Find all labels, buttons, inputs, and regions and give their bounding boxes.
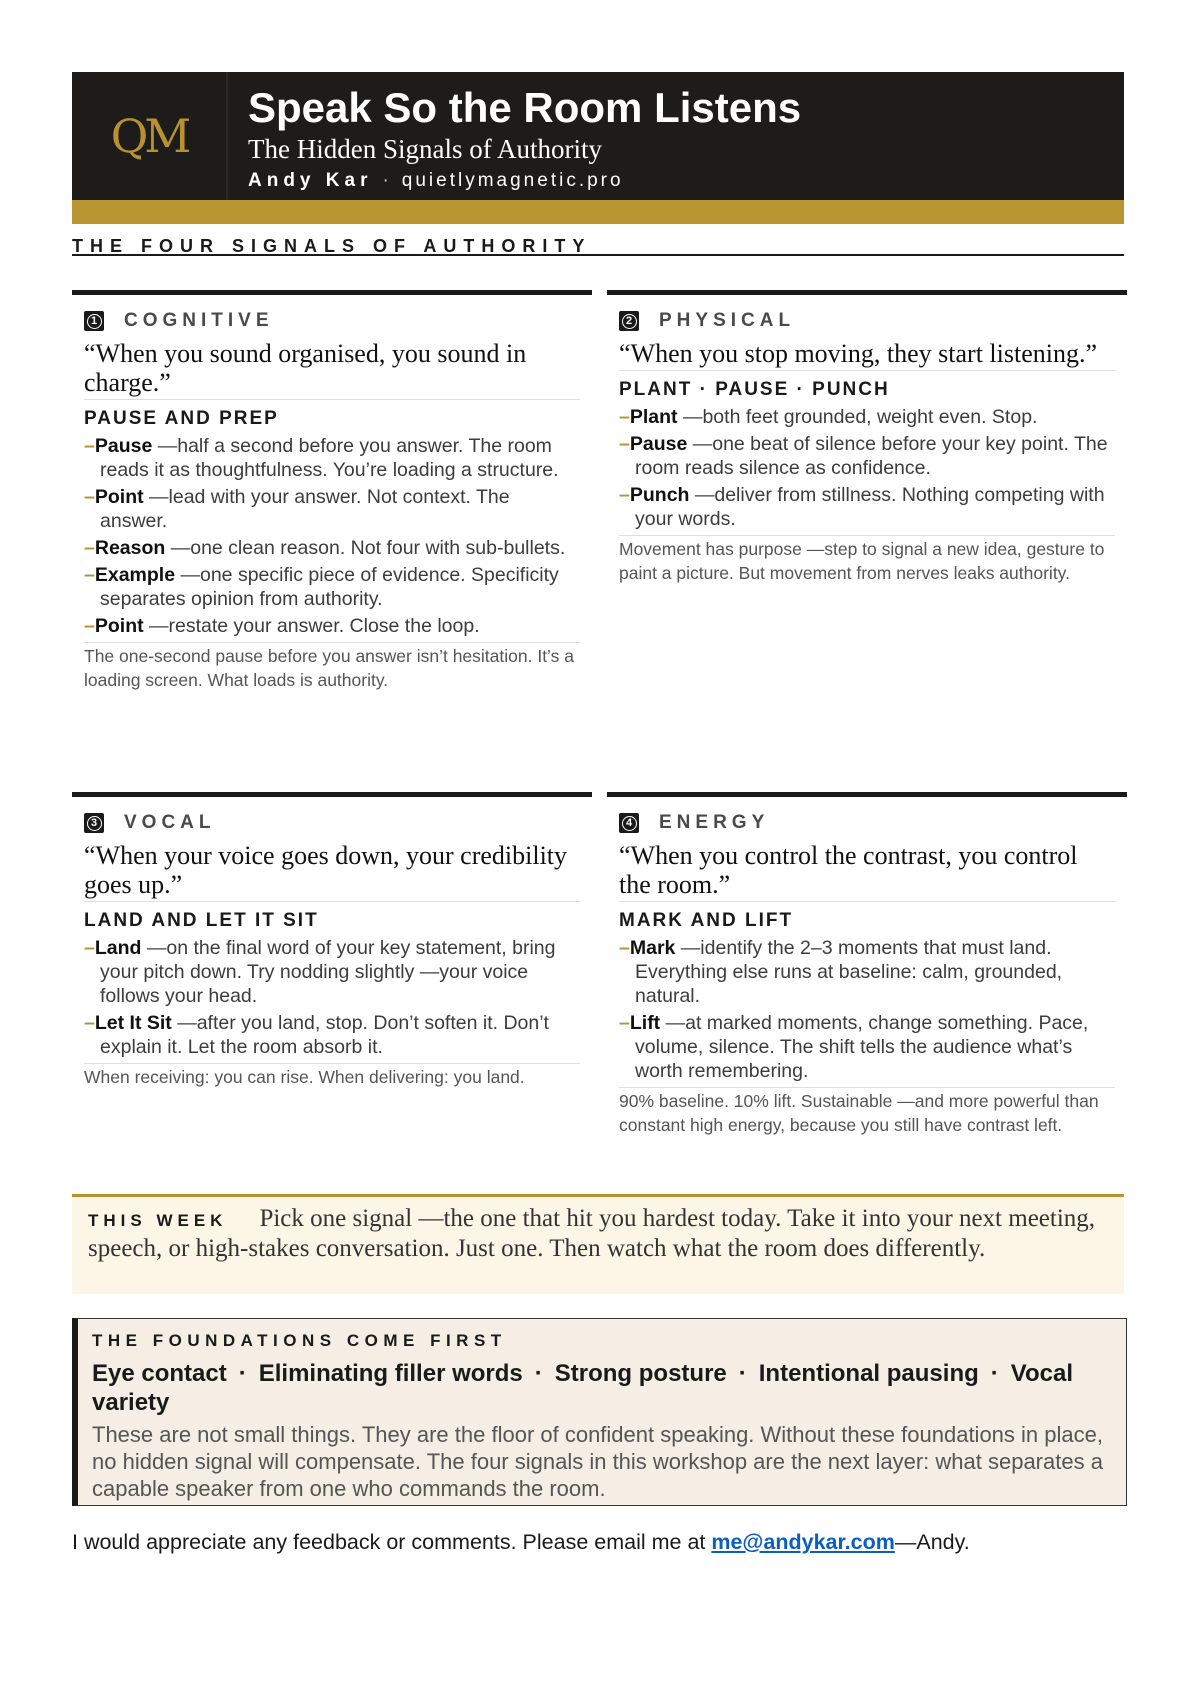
dash-bullet-icon: – [84, 435, 95, 457]
step-term: Example [94, 564, 176, 586]
signal-quote: “When you stop moving, they start listening.” [619, 339, 1115, 371]
dash-bullet-icon: – [619, 1012, 630, 1034]
step-text: —one clean reason. Not four with sub-bullets. [165, 537, 566, 559]
item-separator: · [534, 1360, 543, 1387]
signal-header [84, 307, 580, 335]
step-term: Pause [629, 433, 688, 455]
dash-bullet-icon: – [619, 433, 630, 455]
step-term: Mark [629, 937, 676, 959]
signal-number: 3 [87, 816, 102, 831]
gold-accent-bar [72, 200, 1124, 224]
signal-header [619, 307, 1115, 335]
technique-step [84, 536, 580, 560]
foundation-item: Eliminating filler words [258, 1360, 523, 1387]
signal-card-energy [607, 792, 1127, 1137]
qm-logo: QM [110, 109, 188, 163]
dash-bullet-icon: – [619, 937, 630, 959]
signal-note: The one-second pause before you answer isn’t hesitation. It’s a loading screen. What loads is authority. [84, 642, 580, 692]
step-term: Point [94, 615, 144, 637]
signal-number-icon [619, 311, 639, 331]
signal-header [619, 809, 1115, 837]
technique-step [619, 936, 1115, 1008]
technique-step [84, 1011, 580, 1059]
signal-number-icon [619, 813, 639, 833]
technique-step [84, 434, 580, 482]
signal-number: 2 [622, 314, 637, 329]
step-text: —after you land, stop. Don’t soften it. Don’t explain it. Let the room absorb it. [100, 1012, 549, 1058]
technique-title: PAUSE AND PREP [84, 408, 279, 429]
item-separator: · [738, 1360, 747, 1387]
technique-step [84, 936, 580, 1008]
signal-number-icon [84, 311, 104, 331]
technique-list [619, 936, 1115, 1083]
technique-step [84, 563, 580, 611]
this-week-text: Pick one signal —the one that hit you hardest today. Take it into your next meeting, speech, or high-stakes conversation. Just one. Then watch what the room does differently. [88, 1205, 1096, 1262]
technique-list [84, 936, 580, 1059]
signal-number: 1 [87, 314, 102, 329]
foundations-items [92, 1359, 1112, 1417]
header-banner [72, 72, 1124, 224]
step-text: —one beat of silence before your key point. The room reads silence as confidence. [635, 433, 1108, 479]
step-term: Let It Sit [94, 1012, 172, 1034]
page-title: Speak So the Room Listens [248, 84, 802, 131]
foundation-item: Eye contact [92, 1360, 227, 1387]
this-week-label: THIS WEEK [88, 1211, 228, 1230]
signal-note: Movement has purpose —step to signal a new idea, gesture to paint a picture. But movement from nerves leaks authority. [619, 535, 1115, 585]
step-text: —at marked moments, change something. Pace, volume, silence. The shift tells the audience what’s worth remembering. [635, 1012, 1089, 1082]
step-term: Lift [629, 1012, 661, 1034]
dash-bullet-icon: – [84, 937, 95, 959]
byline [248, 170, 624, 192]
foundation-item: Strong posture [554, 1360, 727, 1387]
technique-list [619, 405, 1115, 531]
signal-number-icon [84, 813, 104, 833]
author-name: Andy Kar [248, 170, 373, 191]
dash-bullet-icon: – [619, 484, 630, 506]
technique-step [619, 483, 1115, 531]
signal-number: 4 [622, 816, 637, 831]
step-text: —identify the 2–3 moments that must land. Everything else runs at baseline: calm, grounded, natural. [635, 937, 1063, 1007]
signal-note: 90% baseline. 10% lift. Sustainable —and more powerful than constant high energy, because you still have contrast left. [619, 1087, 1115, 1137]
foundations-description: These are not small things. They are the floor of confident speaking. Without these foundations in place, no hidden signal will compensate. The four signals in this workshop are the next layer: what separates a capable speaker from one who commands the room. [92, 1422, 1103, 1501]
item-separator: · [990, 1360, 999, 1387]
step-text: —on the final word of your key statement, bring your pitch down. Try nodding slightly —your voice follows your head. [100, 937, 556, 1007]
technique-step [84, 485, 580, 533]
dash-bullet-icon: – [84, 486, 95, 508]
foundations-label: THE FOUNDATIONS COME FIRST [92, 1331, 507, 1350]
step-term: Plant [629, 406, 678, 428]
dash-bullet-icon: – [84, 1012, 95, 1034]
page-subtitle: The Hidden Signals of Authority [248, 134, 602, 164]
dash-bullet-icon: – [84, 537, 95, 559]
signal-name: ENERGY [659, 812, 770, 833]
step-text: —lead with your answer. Not context. The answer. [100, 486, 510, 532]
signal-note: When receiving: you can rise. When delivering: you land. [84, 1063, 580, 1090]
this-week-box [72, 1194, 1124, 1294]
foundation-item: Intentional pausing [758, 1360, 979, 1387]
step-term: Pause [94, 435, 153, 457]
footer-signoff: —Andy. [894, 1530, 970, 1554]
step-term: Land [94, 937, 142, 959]
website: quietlymagnetic.pro [401, 170, 624, 191]
logo-box [72, 72, 228, 200]
signal-card-cognitive [72, 290, 592, 692]
step-text: —restate your answer. Close the loop. [143, 615, 480, 637]
step-text: —one specific piece of evidence. Specificity separates opinion from authority. [100, 564, 559, 610]
step-text: —deliver from stillness. Nothing competing with your words. [635, 484, 1105, 530]
dash-bullet-icon: – [84, 615, 95, 637]
signal-name: COGNITIVE [124, 310, 274, 331]
technique-title: PLANT · PAUSE · PUNCH [619, 379, 890, 400]
step-term: Point [94, 486, 144, 508]
technique-step [619, 432, 1115, 480]
foundation-item: Vocal variety [92, 1360, 1074, 1416]
dash-bullet-icon: – [84, 564, 95, 586]
signal-quote: “When you sound organised, you sound in charge.” [84, 339, 580, 400]
technique-list [84, 434, 580, 638]
email-link[interactable]: me@andykar.com [711, 1530, 895, 1554]
step-term: Reason [94, 537, 166, 559]
signal-name: VOCAL [124, 812, 216, 833]
technique-step [619, 405, 1115, 429]
signal-quote: “When your voice goes down, your credibility goes up.” [84, 841, 580, 902]
footer [72, 1530, 970, 1555]
section-title: THE FOUR SIGNALS OF AUTHORITY [72, 236, 1124, 256]
signal-name: PHYSICAL [659, 310, 796, 331]
technique-step [619, 1011, 1115, 1083]
footer-text: I would appreciate any feedback or comments. Please email me at [72, 1530, 712, 1554]
step-term: Punch [629, 484, 690, 506]
technique-title: LAND AND LET IT SIT [84, 910, 319, 931]
item-separator: · [238, 1360, 247, 1387]
technique-step [84, 614, 580, 638]
step-text: —half a second before you answer. The room reads it as thoughtfulness. You’re loading a structure. [100, 435, 559, 481]
foundations-box [72, 1318, 1127, 1506]
technique-title: MARK AND LIFT [619, 910, 794, 931]
dash-bullet-icon: – [619, 406, 630, 428]
signal-quote: “When you control the contrast, you control the room.” [619, 841, 1115, 902]
byline-separator: · [382, 170, 392, 191]
signal-card-physical [607, 290, 1127, 585]
signal-header [84, 809, 580, 837]
step-text: —both feet grounded, weight even. Stop. [677, 406, 1038, 428]
signal-card-vocal [72, 792, 592, 1090]
